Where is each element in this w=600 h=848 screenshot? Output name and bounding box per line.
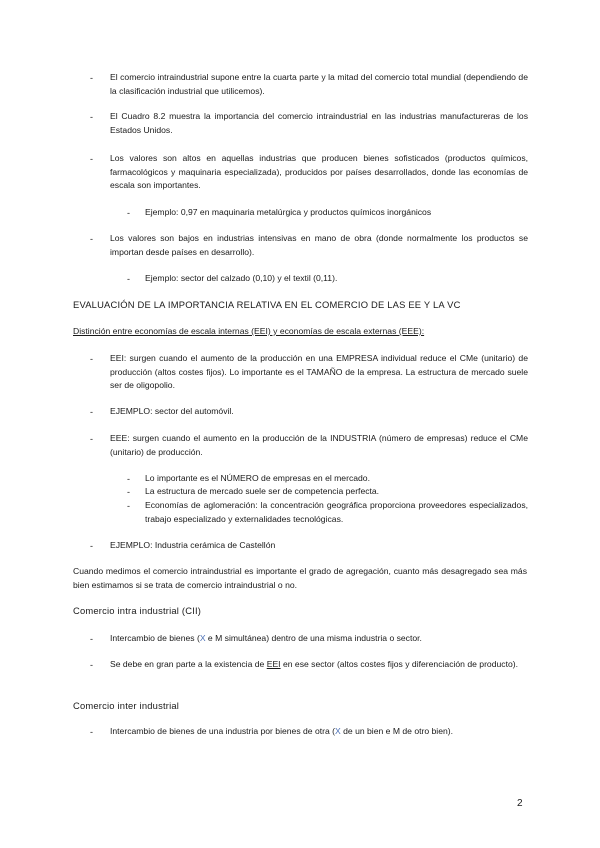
bullet-intraindustrial-share: El comercio intraindustrial supone entre la cuarta parte y la mitad del comercio total mundial (dependiendo de la clasificación industrial que utilicemos). <box>110 72 528 96</box>
sub-bullet-numero-empresas: Lo importante es el NÚMERO de empresas en el mercado. <box>145 473 370 483</box>
x-symbol: X <box>199 633 206 643</box>
bullet-dash: - <box>90 541 93 551</box>
bullet-cii-intercambio <box>110 632 528 646</box>
bullet-dash: - <box>90 660 93 670</box>
subheading-distincion: Distinción entre economías de escala internas (EEI) y economías de escala externas (EEE): <box>73 326 425 336</box>
sub-bullet-dash: - <box>127 474 130 484</box>
eei-underlined: EEI <box>266 659 281 669</box>
bullet-valores-altos: Los valores son altos en aquellas industrias que producen bienes sofisticados (productos químicos, farmacológicos y maquinaria especializada), producidos por países desarrollados, donde las economías de escala son importantes. <box>110 153 528 190</box>
x-symbol: X <box>335 726 341 736</box>
heading-comercio-intra: Comercio intra industrial (CII) <box>73 605 202 616</box>
text-fragment: en ese sector (altos costes fijos y diferenciación de producto). <box>280 659 518 669</box>
text-fragment: e M simultánea) dentro de una misma industria o sector. <box>205 633 422 643</box>
bullet-cii-eei <box>110 658 528 672</box>
sub-bullet-dash: - <box>127 487 130 497</box>
bullet-dash: - <box>90 407 93 417</box>
bullet-dash: - <box>90 154 93 164</box>
text-fragment: de un bien e M de otro bien). <box>340 726 454 736</box>
sub-bullet-ejemplo-calzado: Ejemplo: sector del calzado (0,10) y el textil (0,11). <box>145 273 338 283</box>
bullet-dash: - <box>90 354 93 364</box>
bullet-dash: - <box>90 727 93 737</box>
text-fragment: Intercambio de bienes de una industria por bienes de otra ( <box>110 726 336 736</box>
bullet-inter-intercambio <box>110 725 528 739</box>
bullet-valores-bajos: Los valores son bajos en industrias intensivas en mano de obra (donde normalmente los productos se importan desde países en desarrollo). <box>110 233 528 257</box>
bullet-dash: - <box>90 73 93 83</box>
bullet-ejemplo-castellon: EJEMPLO: Industria cerámica de Castellón <box>110 540 276 550</box>
page-number: 2 <box>517 798 523 809</box>
bullet-eee: EEE: surgen cuando el aumento en la producción de la INDUSTRIA (número de empresas) reduce el CMe (unitario) de producción. <box>110 433 528 457</box>
text-fragment: Se debe en gran parte a la existencia de <box>110 659 267 669</box>
sub-bullet-dash: - <box>127 208 130 218</box>
sub-bullet-dash: - <box>127 501 130 511</box>
heading-comercio-inter: Comercio inter industrial <box>73 700 180 711</box>
sub-bullet-dash: - <box>127 274 130 284</box>
bullet-dash: - <box>90 434 93 444</box>
paragraph-agregacion: Cuando medimos el comercio intraindustrial es importante el grado de agregación, cuanto más desagregado sea más bien estimamos si se trata de comercio intraindustrial o no. <box>73 566 527 590</box>
sub-bullet-competencia-perfecta: La estructura de mercado suele ser de competencia perfecta. <box>145 486 380 496</box>
bullet-cuadro-8-2: El Cuadro 8.2 muestra la importancia del comercio intraindustrial en las industrias manufactureras de los Estados Unidos. <box>110 111 528 135</box>
text-fragment: Intercambio de bienes ( <box>110 633 200 643</box>
sub-bullet-ejemplo-maquinaria: Ejemplo: 0,97 en maquinaria metalúrgica y productos químicos inorgánicos <box>145 207 432 217</box>
bullet-dash: - <box>90 112 93 122</box>
bullet-ejemplo-automovil: EJEMPLO: sector del automóvil. <box>110 406 234 416</box>
section-heading-evaluacion: EVALUACIÓN DE LA IMPORTANCIA RELATIVA EN EL COMERCIO DE LAS EE Y LA VC <box>73 299 461 310</box>
bullet-dash: - <box>90 634 93 644</box>
bullet-eei: EEI: surgen cuando el aumento de la producción en una EMPRESA individual reduce el CMe (unitario) de producción (altos costes fijos). Lo importante es el TAMAÑO de la empresa. La estructura de mercado suele ser de oligopolio. <box>110 353 528 390</box>
bullet-dash: - <box>90 234 93 244</box>
sub-bullet-aglomeracion: Economías de aglomeración: la concentración geográfica proporciona proveedores especializados, trabajo especializado y externalidades tecnológicas. <box>145 500 528 524</box>
